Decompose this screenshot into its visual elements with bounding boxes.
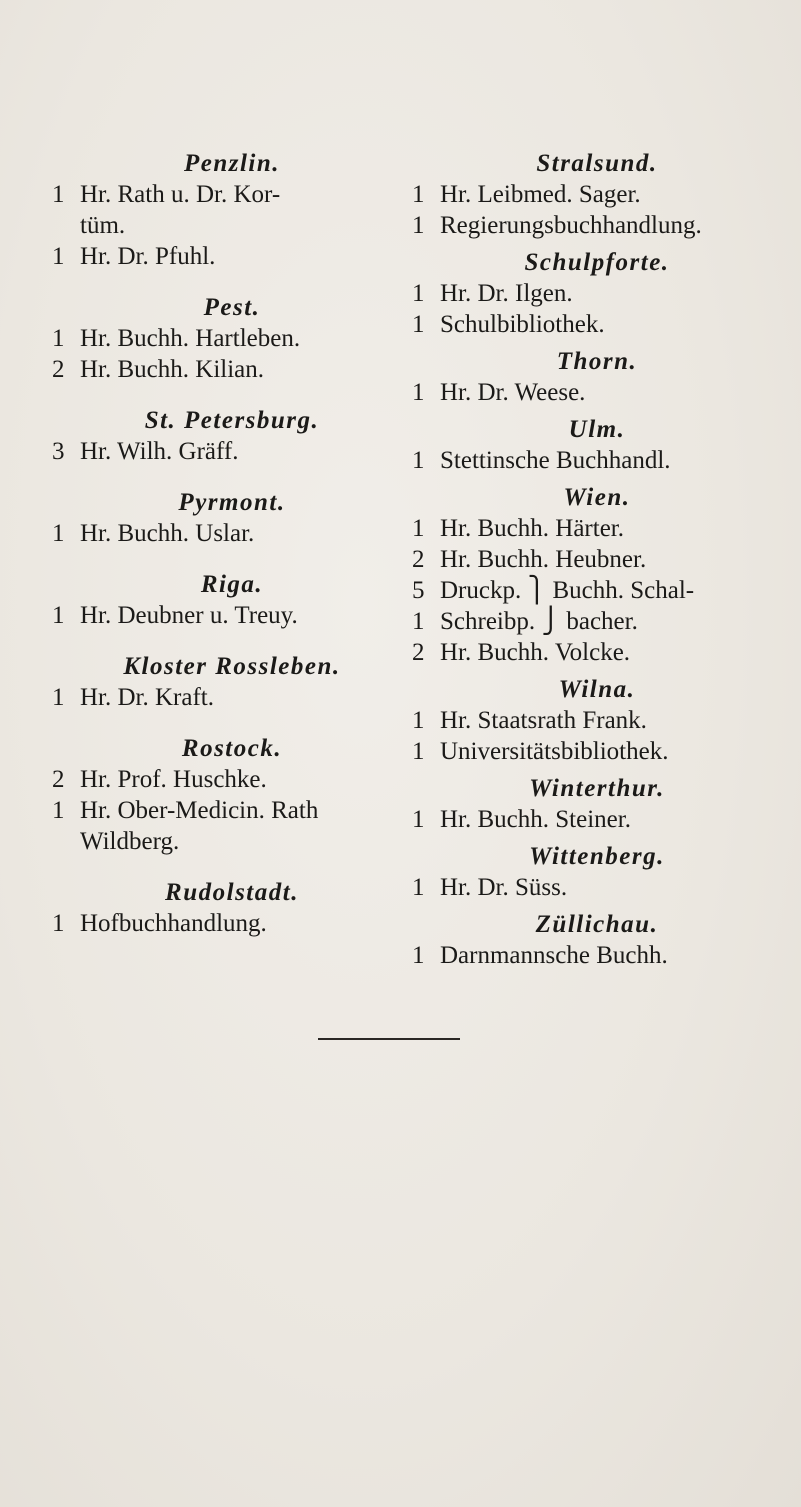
copy-count: 1	[412, 181, 425, 208]
copy-count: 2	[52, 766, 65, 793]
place-heading: Pest.	[203, 294, 261, 321]
subscriber-entry	[412, 606, 782, 637]
place-section-thorn	[412, 346, 782, 408]
subscriber-entry	[412, 736, 782, 767]
copy-count: 1	[52, 602, 65, 629]
place-heading: Pyrmont.	[178, 489, 286, 516]
subscriber-entry	[412, 210, 782, 241]
place-heading: Thorn.	[556, 348, 638, 375]
place-heading: Rudolstadt.	[165, 879, 299, 906]
copy-count: 1	[412, 447, 425, 474]
subscriber-name: Hr. Rath u. Dr. Kor-	[80, 181, 281, 208]
subscriber-name: Hr. Buchh. Kilian.	[80, 356, 265, 383]
subscriber-name: Hr. Buchh. Steiner.	[440, 806, 631, 833]
copy-count: 2	[52, 356, 65, 383]
copy-count: 1	[412, 212, 425, 239]
place-section-ulm	[412, 414, 782, 476]
copy-count: 1	[412, 280, 425, 307]
place-heading: Kloster Rossleben.	[123, 653, 341, 680]
place-heading: Wilna.	[558, 676, 636, 703]
subscriber-name-continued: Wildberg.	[80, 828, 180, 855]
copy-count: 1	[52, 520, 65, 547]
copy-count: 1	[52, 797, 65, 824]
place-heading: Züllichau.	[535, 911, 659, 938]
place-heading: St. Petersburg.	[144, 407, 320, 434]
closing-rule	[318, 1038, 460, 1040]
copy-count: 1	[412, 379, 425, 406]
copy-count: 1	[412, 707, 425, 734]
subscriber-entry	[412, 804, 782, 835]
subscriber-name: Hr. Dr. Süss.	[440, 874, 568, 901]
subscriber-entry	[52, 518, 412, 549]
place-section-winterthur	[412, 773, 782, 835]
place-section-riga	[52, 569, 412, 631]
copy-count: 2	[412, 546, 425, 573]
subscriber-name: Hr. Dr. Weese.	[440, 379, 586, 406]
subscriber-entry	[52, 354, 412, 385]
place-section-stralsund	[412, 148, 782, 241]
subscriber-name: Schreibp. ⎭ bacher.	[440, 608, 638, 635]
place-section-kloster-rossleben	[52, 651, 412, 713]
subscriber-entry	[412, 872, 782, 903]
subscriber-name: Hr. Deubner u. Treuy.	[80, 602, 298, 629]
copy-count: 5	[412, 577, 425, 604]
subscriber-entry	[412, 637, 782, 668]
place-section-zuellichau	[412, 909, 782, 971]
place-section-rudolstadt	[52, 877, 412, 939]
subscriber-name: Hr. Wilh. Gräff.	[80, 438, 239, 465]
subscriber-entry	[52, 179, 412, 241]
copy-count: 1	[412, 874, 425, 901]
copy-count: 1	[52, 684, 65, 711]
copy-count: 3	[52, 438, 65, 465]
place-section-pest	[52, 292, 412, 385]
right-column	[412, 148, 782, 971]
place-section-wilna	[412, 674, 782, 767]
subscriber-entry	[52, 908, 412, 939]
subscriber-entry	[412, 544, 782, 575]
subscriber-name: Hr. Dr. Ilgen.	[440, 280, 573, 307]
subscriber-entry	[412, 705, 782, 736]
copy-count: 1	[412, 806, 425, 833]
place-heading: Rostock.	[181, 735, 283, 762]
subscriber-name-continued: tüm.	[80, 212, 126, 239]
place-section-st-petersburg	[52, 405, 412, 467]
copy-count: 1	[52, 181, 65, 208]
subscriber-entry	[412, 513, 782, 544]
subscriber-entry	[412, 377, 782, 408]
subscriber-name: Hr. Staatsrath Frank.	[440, 707, 647, 734]
subscriber-name: Hr. Buchh. Uslar.	[80, 520, 255, 547]
copy-count: 1	[412, 738, 425, 765]
copy-count: 1	[52, 910, 65, 937]
copy-count: 1	[412, 942, 425, 969]
place-heading: Stralsund.	[536, 150, 658, 177]
subscriber-entry	[52, 241, 412, 272]
subscriber-name: Hr. Buchh. Volcke.	[440, 639, 631, 666]
subscriber-entry	[412, 179, 782, 210]
subscriber-entry	[412, 575, 782, 606]
place-heading: Ulm.	[568, 416, 626, 443]
subscriber-name: Hr. Buchh. Heubner.	[440, 546, 647, 573]
subscriber-entry	[412, 309, 782, 340]
subscriber-name: Hofbuchhandlung.	[80, 910, 267, 937]
place-heading: Schulpforte.	[524, 249, 670, 276]
place-section-pyrmont	[52, 487, 412, 549]
place-heading: Riga.	[200, 571, 264, 598]
subscriber-name: Druckp. ⎫ Buchh. Schal-	[440, 577, 695, 604]
subscriber-name: Stettinsche Buchhandl.	[440, 447, 671, 474]
subscriber-name: Regierungsbuchhandlung.	[440, 212, 702, 239]
subscriber-name: Hr. Prof. Huschke.	[80, 766, 267, 793]
subscriber-entry	[412, 278, 782, 309]
subscriber-entry	[52, 436, 412, 467]
subscriber-entry	[52, 764, 412, 795]
subscriber-entry	[52, 600, 412, 631]
subscriber-name: Hr. Leibmed. Sager.	[440, 181, 641, 208]
place-heading: Wittenberg.	[529, 843, 665, 870]
place-heading: Penzlin.	[183, 150, 281, 177]
copy-count: 1	[52, 243, 65, 270]
copy-count: 1	[412, 311, 425, 338]
place-section-schulpforte	[412, 247, 782, 340]
subscriber-name: Hr. Buchh. Hartleben.	[80, 325, 301, 352]
place-section-penzlin	[52, 148, 412, 272]
left-column	[52, 148, 412, 939]
place-heading: Wien.	[563, 484, 631, 511]
subscriber-name: Universitätsbibliothek.	[440, 738, 669, 765]
copy-count: 2	[412, 639, 425, 666]
subscriber-entry	[52, 323, 412, 354]
place-section-wien	[412, 482, 782, 668]
place-section-rostock	[52, 733, 412, 857]
subscriber-entry	[52, 682, 412, 713]
subscriber-name: Hr. Dr. Kraft.	[80, 684, 214, 711]
subscriber-entry	[52, 795, 412, 857]
subscriber-entry	[412, 940, 782, 971]
copy-count: 1	[412, 515, 425, 542]
copy-count: 1	[52, 325, 65, 352]
subscriber-name: Darnmannsche Buchh.	[440, 942, 668, 969]
subscriber-name: Hr. Ober-Medicin. Rath	[80, 797, 319, 824]
subscriber-entry	[412, 445, 782, 476]
place-section-wittenberg	[412, 841, 782, 903]
copy-count: 1	[412, 608, 425, 635]
subscriber-name: Schulbibliothek.	[440, 311, 605, 338]
subscriber-name: Hr. Dr. Pfuhl.	[80, 243, 216, 270]
subscriber-name: Hr. Buchh. Härter.	[440, 515, 624, 542]
place-heading: Winterthur.	[529, 775, 665, 802]
